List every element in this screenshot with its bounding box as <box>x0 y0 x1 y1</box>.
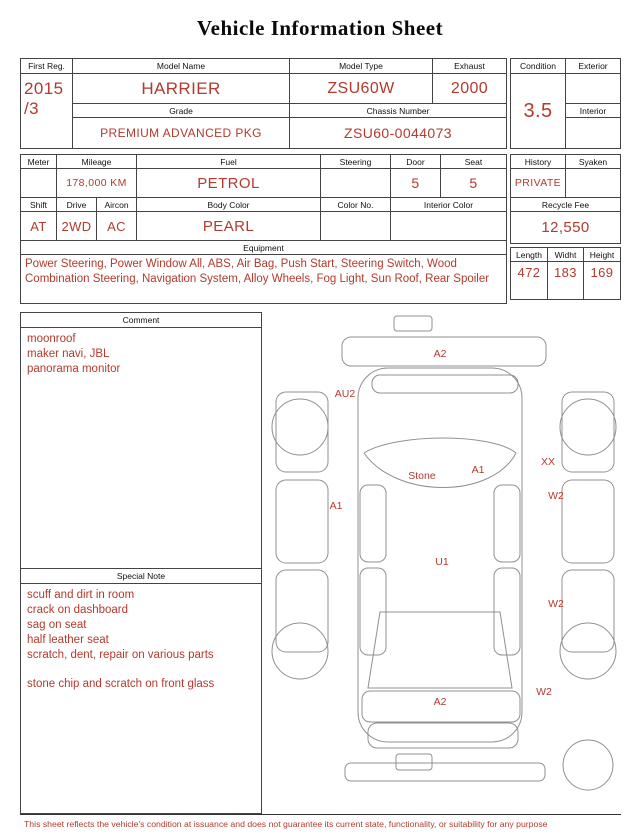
exterior-label: Exterior <box>566 59 621 74</box>
panel-door-left <box>276 480 328 563</box>
mark-stone: Stone <box>408 470 436 482</box>
length-label: Length <box>511 248 548 262</box>
width-label: Widht <box>548 248 584 262</box>
seat-label: Seat <box>441 155 507 169</box>
mark-w2-rear-right: W2 <box>548 598 564 610</box>
wheel-front-right <box>560 399 616 455</box>
mark-a2-front: A2 <box>433 348 447 360</box>
text-line: /3 <box>24 98 39 118</box>
rear-bar <box>345 763 545 781</box>
mark-xx: XX <box>540 456 556 468</box>
text-line: scuff and dirt in room <box>27 589 135 601</box>
first-reg-value <box>21 74 73 149</box>
seat-value: 5 <box>441 169 507 198</box>
fuel-label: Fuel <box>137 155 321 169</box>
grade-value: PREMIUM ADVANCED PKG <box>73 118 290 149</box>
steering-value <box>321 169 391 198</box>
model-name-value: HARRIER <box>73 74 290 104</box>
condition-value: 3.5 <box>511 74 566 149</box>
text-line: stone chip and scratch on front glass <box>27 677 215 690</box>
interior-color-label: Interior Color <box>391 198 507 212</box>
text-line: moonroof <box>27 333 76 345</box>
comment-text <box>21 328 261 568</box>
mark-u1-roof: U1 <box>435 556 449 568</box>
history-value: PRIVATE <box>511 169 566 198</box>
text-line: half leather seat <box>27 633 109 646</box>
exterior-value <box>566 74 621 104</box>
mark-a1-windshield: A1 <box>471 464 485 476</box>
registration-table <box>20 58 507 149</box>
grade-label: Grade <box>73 104 290 118</box>
model-name-label: Model Name <box>73 59 290 74</box>
exhaust-value: 2000 <box>433 74 507 104</box>
model-type-value: ZSU60W <box>290 74 433 104</box>
special-note-label: Special Note <box>21 568 261 584</box>
history-label: History <box>511 155 566 169</box>
rear-plate <box>396 754 432 770</box>
meter-value <box>21 169 57 198</box>
panel-rear-right <box>562 570 614 652</box>
model-type-label: Model Type <box>290 59 433 74</box>
panel-rear-left <box>276 570 328 652</box>
text-line: crack on dashboard <box>27 603 129 616</box>
mark-w2-front-right: W2 <box>548 490 564 502</box>
height-label: Height <box>584 248 621 262</box>
page-title: Vehicle Information Sheet <box>196 16 444 40</box>
exhaust-label: Exhaust <box>433 59 507 74</box>
panel-door-right <box>562 480 614 563</box>
condition-table <box>510 58 621 149</box>
mark-w2-quarter: W2 <box>536 686 552 698</box>
condition-label: Condition <box>511 59 566 74</box>
drive-label: Drive <box>57 198 97 212</box>
mileage-value: 178,000 KM <box>57 169 137 198</box>
special-note-text <box>21 584 261 813</box>
meter-label: Meter <box>21 155 57 169</box>
mark-a2-rear: A2 <box>433 696 447 708</box>
shift-value: AT <box>21 212 57 241</box>
text-line: 2015 <box>24 79 64 98</box>
aircon-value: AC <box>97 212 137 241</box>
interior-label: Interior <box>566 104 621 118</box>
front-plate <box>394 316 432 331</box>
recycle-fee-label: Recycle Fee <box>511 198 621 212</box>
notes-panel <box>20 312 262 814</box>
mark-a1-door-left: A1 <box>329 500 343 512</box>
steering-label: Steering <box>321 155 391 169</box>
door-label: Door <box>391 155 441 169</box>
text-line: panorama monitor <box>27 362 121 375</box>
aircon-label: Aircon <box>97 198 137 212</box>
width-value: 183 <box>548 262 584 300</box>
disclaimer-text: This sheet reflects the vehicle's condition at issuance and does not guarantee its current state, functionality, or suitability for any purpose <box>24 819 548 829</box>
dimensions-table <box>510 247 621 300</box>
shift-label: Shift <box>21 198 57 212</box>
car-body <box>358 368 522 742</box>
comment-label: Comment <box>21 313 261 328</box>
equipment-label: Equipment <box>21 241 507 255</box>
height-value: 169 <box>584 262 621 300</box>
car-outline <box>272 316 616 790</box>
syaken-label: Syaken <box>566 155 621 169</box>
first-reg-label: First Reg. <box>21 59 73 74</box>
wheel-rear-left <box>272 623 328 679</box>
footer-divider <box>20 814 621 815</box>
syaken-value <box>566 169 621 198</box>
body-color-value: PEARL <box>137 212 321 241</box>
body-color-label: Body Color <box>137 198 321 212</box>
chassis-number-label: Chassis Number <box>290 104 507 118</box>
spec-table <box>20 154 507 304</box>
wheel-front-left <box>272 399 328 455</box>
rear-hatch <box>368 612 512 688</box>
text-line: maker navi, JBL <box>27 347 110 360</box>
door-value: 5 <box>391 169 441 198</box>
interior-color-value <box>391 212 507 241</box>
recycle-fee-value: 12,550 <box>511 212 621 244</box>
windshield-bottom-edge <box>364 453 516 488</box>
color-no-value <box>321 212 391 241</box>
spare-tire <box>563 740 613 790</box>
text-line: scratch, dent, repair on various parts <box>27 648 214 661</box>
window-front-left <box>360 485 386 562</box>
mark-au2: AU2 <box>334 388 356 400</box>
equipment-value: Power Steering, Power Window All, ABS, Air Bag, Push Start, Steering Switch, Wood Combination Steering, Navigation System, Alloy Wheels, Fog Light, Sun Roof, Rear Spoiler <box>21 255 507 304</box>
drive-value: 2WD <box>57 212 97 241</box>
text-line: sag on seat <box>27 618 87 631</box>
color-no-label: Color No. <box>321 198 391 212</box>
chassis-number-value: ZSU60-0044073 <box>290 118 507 149</box>
panel-front-right <box>562 392 614 472</box>
length-value: 472 <box>511 262 548 300</box>
fuel-value: PETROL <box>137 169 321 198</box>
history-table <box>510 154 621 244</box>
mileage-label: Mileage <box>57 155 137 169</box>
window-front-right <box>494 485 520 562</box>
car-damage-diagram <box>266 313 624 813</box>
interior-value <box>566 118 621 149</box>
text-line <box>27 663 255 677</box>
rear-glass <box>368 723 518 748</box>
grille-band <box>372 375 518 393</box>
windshield-top-edge <box>364 438 516 453</box>
